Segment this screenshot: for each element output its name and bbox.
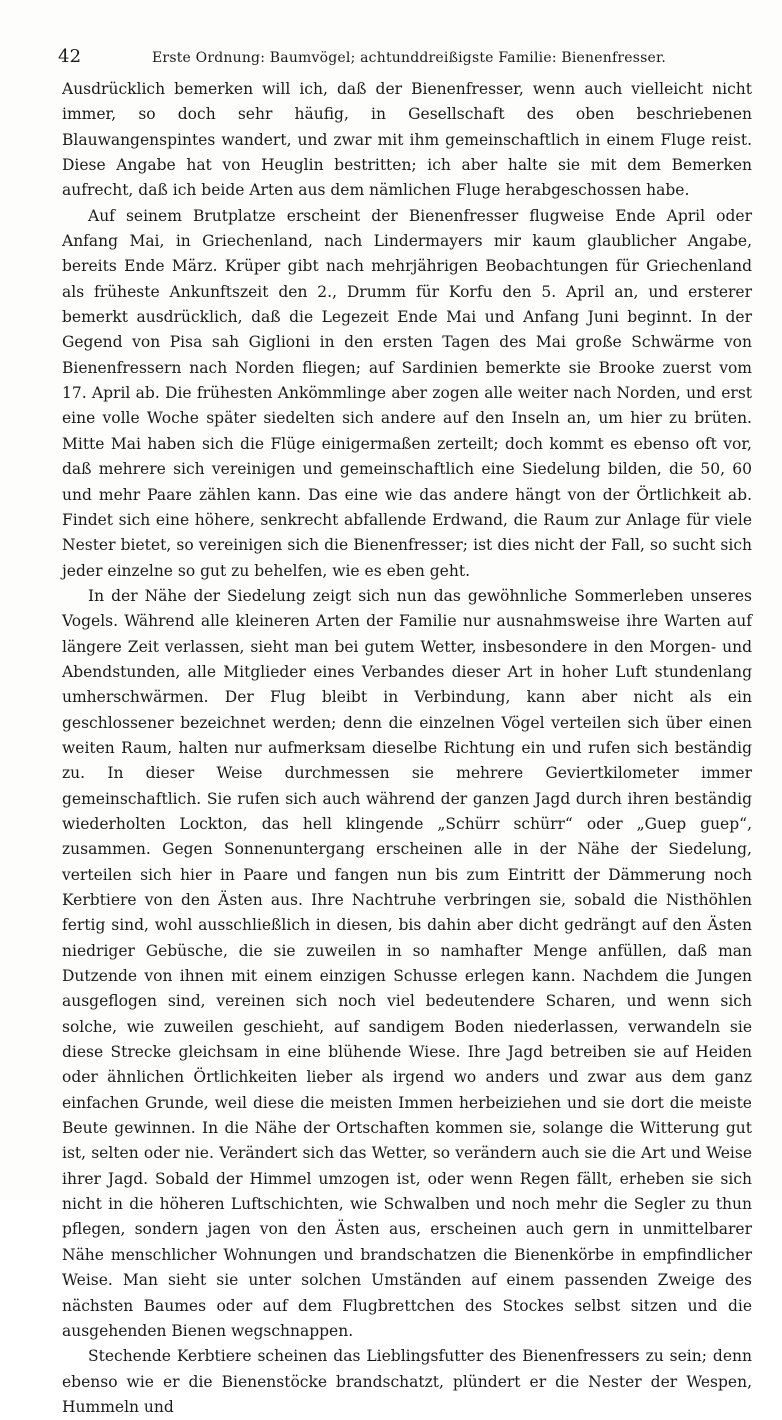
paragraph: In der Nähe der Siedelung zeigt sich nun das gewöhnliche Sommerleben unseres Vogels. Während alle kleineren Arten der Familie nur ausnahmsweise ihre Warten auf längere Zeit verlassen, sieht man bei gutem Wetter, insbesondere in den Morgen- und Abendstunden, alle Mitglieder eines Verbandes dieser Art in hoher Luft stundenlang umherschwärmen. Der Flug bleibt in Verbindung, kann aber nicht als ein geschlossener bezeichnet werden; denn die einzelnen Vögel verteilen sich über einen weiten Raum, halten nur aufmerksam dieselbe Richtung ein und rufen sich beständig zu. In dieser Weise durchmessen sie mehrere Geviertkilometer immer gemeinschaftlich. Sie rufen sich auch während der ganzen Jagd durch ihren beständig wiederholten Lockton, das hell klingende „Schürr schürr“ oder „Guep guep“, zusammen. Gegen Sonnenuntergang erscheinen alle in der Nähe der Siedelung, verteilen sich hier in Paare und fangen nun bis zum Eintritt der Dämmerung noch Kerbtiere von den Ästen aus. Ihre Nachtruhe verbringen sie, sobald die Nisthöhlen fertig sind, wohl ausschließlich in diesen, bis dahin aber dicht gedrängt auf den Ästen niedriger Gebüsche, die sie zuweilen in so namhafter Menge anfüllen, daß man Dutzende von ihnen mit einem einzigen Schusse erlegen kann. Nachdem die Jungen ausgeflogen sind, vereinen sich noch viel bedeutendere Scharen, und wenn sich solche, wie zuweilen geschieht, auf sandigem Boden niederlassen, verwandeln sie diese Strecke gleichsam in eine blühende Wiese. Ihre Jagd betreiben sie auf Heiden oder ähnlichen Örtlichkeiten lieber als irgend wo anders und zwar aus dem ganz einfachen Grunde, weil diese die meisten Immen herbeiziehen und sie dort die meiste Beute gewinnen. In die Nähe der Ortschaften kommen sie, solange die Witterung gut ist, selten oder nie. Verändert sich das Wetter, so verändern auch sie die Art und Weise ihrer Jagd. Sobald der Himmel umzogen ist, oder wenn Regen fällt, erheben sie sich nicht in die höheren Luftschichten, wie Schwalben und noch mehr die Segler zu thun pflegen, sondern jagen von den Ästen aus, erscheinen auch gern in unmittelbarer Nähe menschlicher Wohnungen und brandschatzen die Bienenkörbe in empfindlicher Weise. Man sieht sie unter solchen Umständen auf einem passenden Zweige des nächsten Baumes oder auf dem Flugbrettchen des Stockes selbst sitzen und die ausgehenden Bienen wegschnappen. xyxy=(62,586,752,1340)
page-number: 42 xyxy=(58,46,82,67)
body-text xyxy=(62,77,752,1420)
paragraph: Auf seinem Brutplatze erscheint der Bienenfresser flugweise Ende April oder Anfang Mai, in Griechenland, nach Lindermayers mir kaum glaublicher Angabe, bereits Ende März. Krüper gibt nach mehrjährigen Beobachtungen für Griechenland als früheste Ankunftszeit den 2., Drumm für Korfu den 5. April an, und ersterer bemerkt ausdrücklich, daß die Legezeit Ende Mai und Anfang Juni beginnt. In der Gegend von Pisa sah Giglioni in den ersten Tagen des Mai große Schwärme von Bienenfressern nach Norden fliegen; auf Sardinien bemerkte sie Brooke zuerst vom 17. April ab. Die frühesten Ankömmlinge aber zogen alle weiter nach Norden, und erst eine volle Woche später siedelten sich andere auf den Inseln an, um hier zu brüten. Mitte Mai haben sich die Flüge einigermaßen zerteilt; doch kommt es ebenso oft vor, daß mehrere sich vereinigen und gemeinschaftlich eine Siedelung bilden, die 50, 60 und mehr Paare zählen kann. Das eine wie das andere hängt von der Örtlichkeit ab. Findet sich eine höhere, senkrecht abfallende Erdwand, die Raum zur Anlage für viele Nester bietet, so vereinigen sich die Bienenfresser; ist dies nicht der Fall, so sucht sich jeder einzelne so gut zu behelfen, wie es eben geht. xyxy=(62,206,752,580)
paragraph: Ausdrücklich bemerken will ich, daß der Bienenfresser, wenn auch vielleicht nicht immer, so doch sehr häufig, in Gesellschaft des oben beschriebenen Blauwangenspintes wandert, und zwar mit ihm gemeinschaftlich in einem Fluge reist. Diese Angabe hat von Heuglin bestritten; ich aber halte sie mit dem Bemerken aufrecht, daß ich beide Arten aus dem nämlichen Fluge herabgeschossen habe. xyxy=(62,80,752,200)
running-head xyxy=(58,46,750,72)
paragraph: Stechende Kerbtiere scheinen das Lieblingsfutter des Bienenfressers zu sein; denn ebenso wie er die Bienenstöcke brandschatzt, plündert er die Nester der Wespen, Hummeln und xyxy=(62,1347,752,1416)
running-title: Erste Ordnung: Baumvögel; achtunddreißigste Familie: Bienenfresser. xyxy=(152,50,666,66)
